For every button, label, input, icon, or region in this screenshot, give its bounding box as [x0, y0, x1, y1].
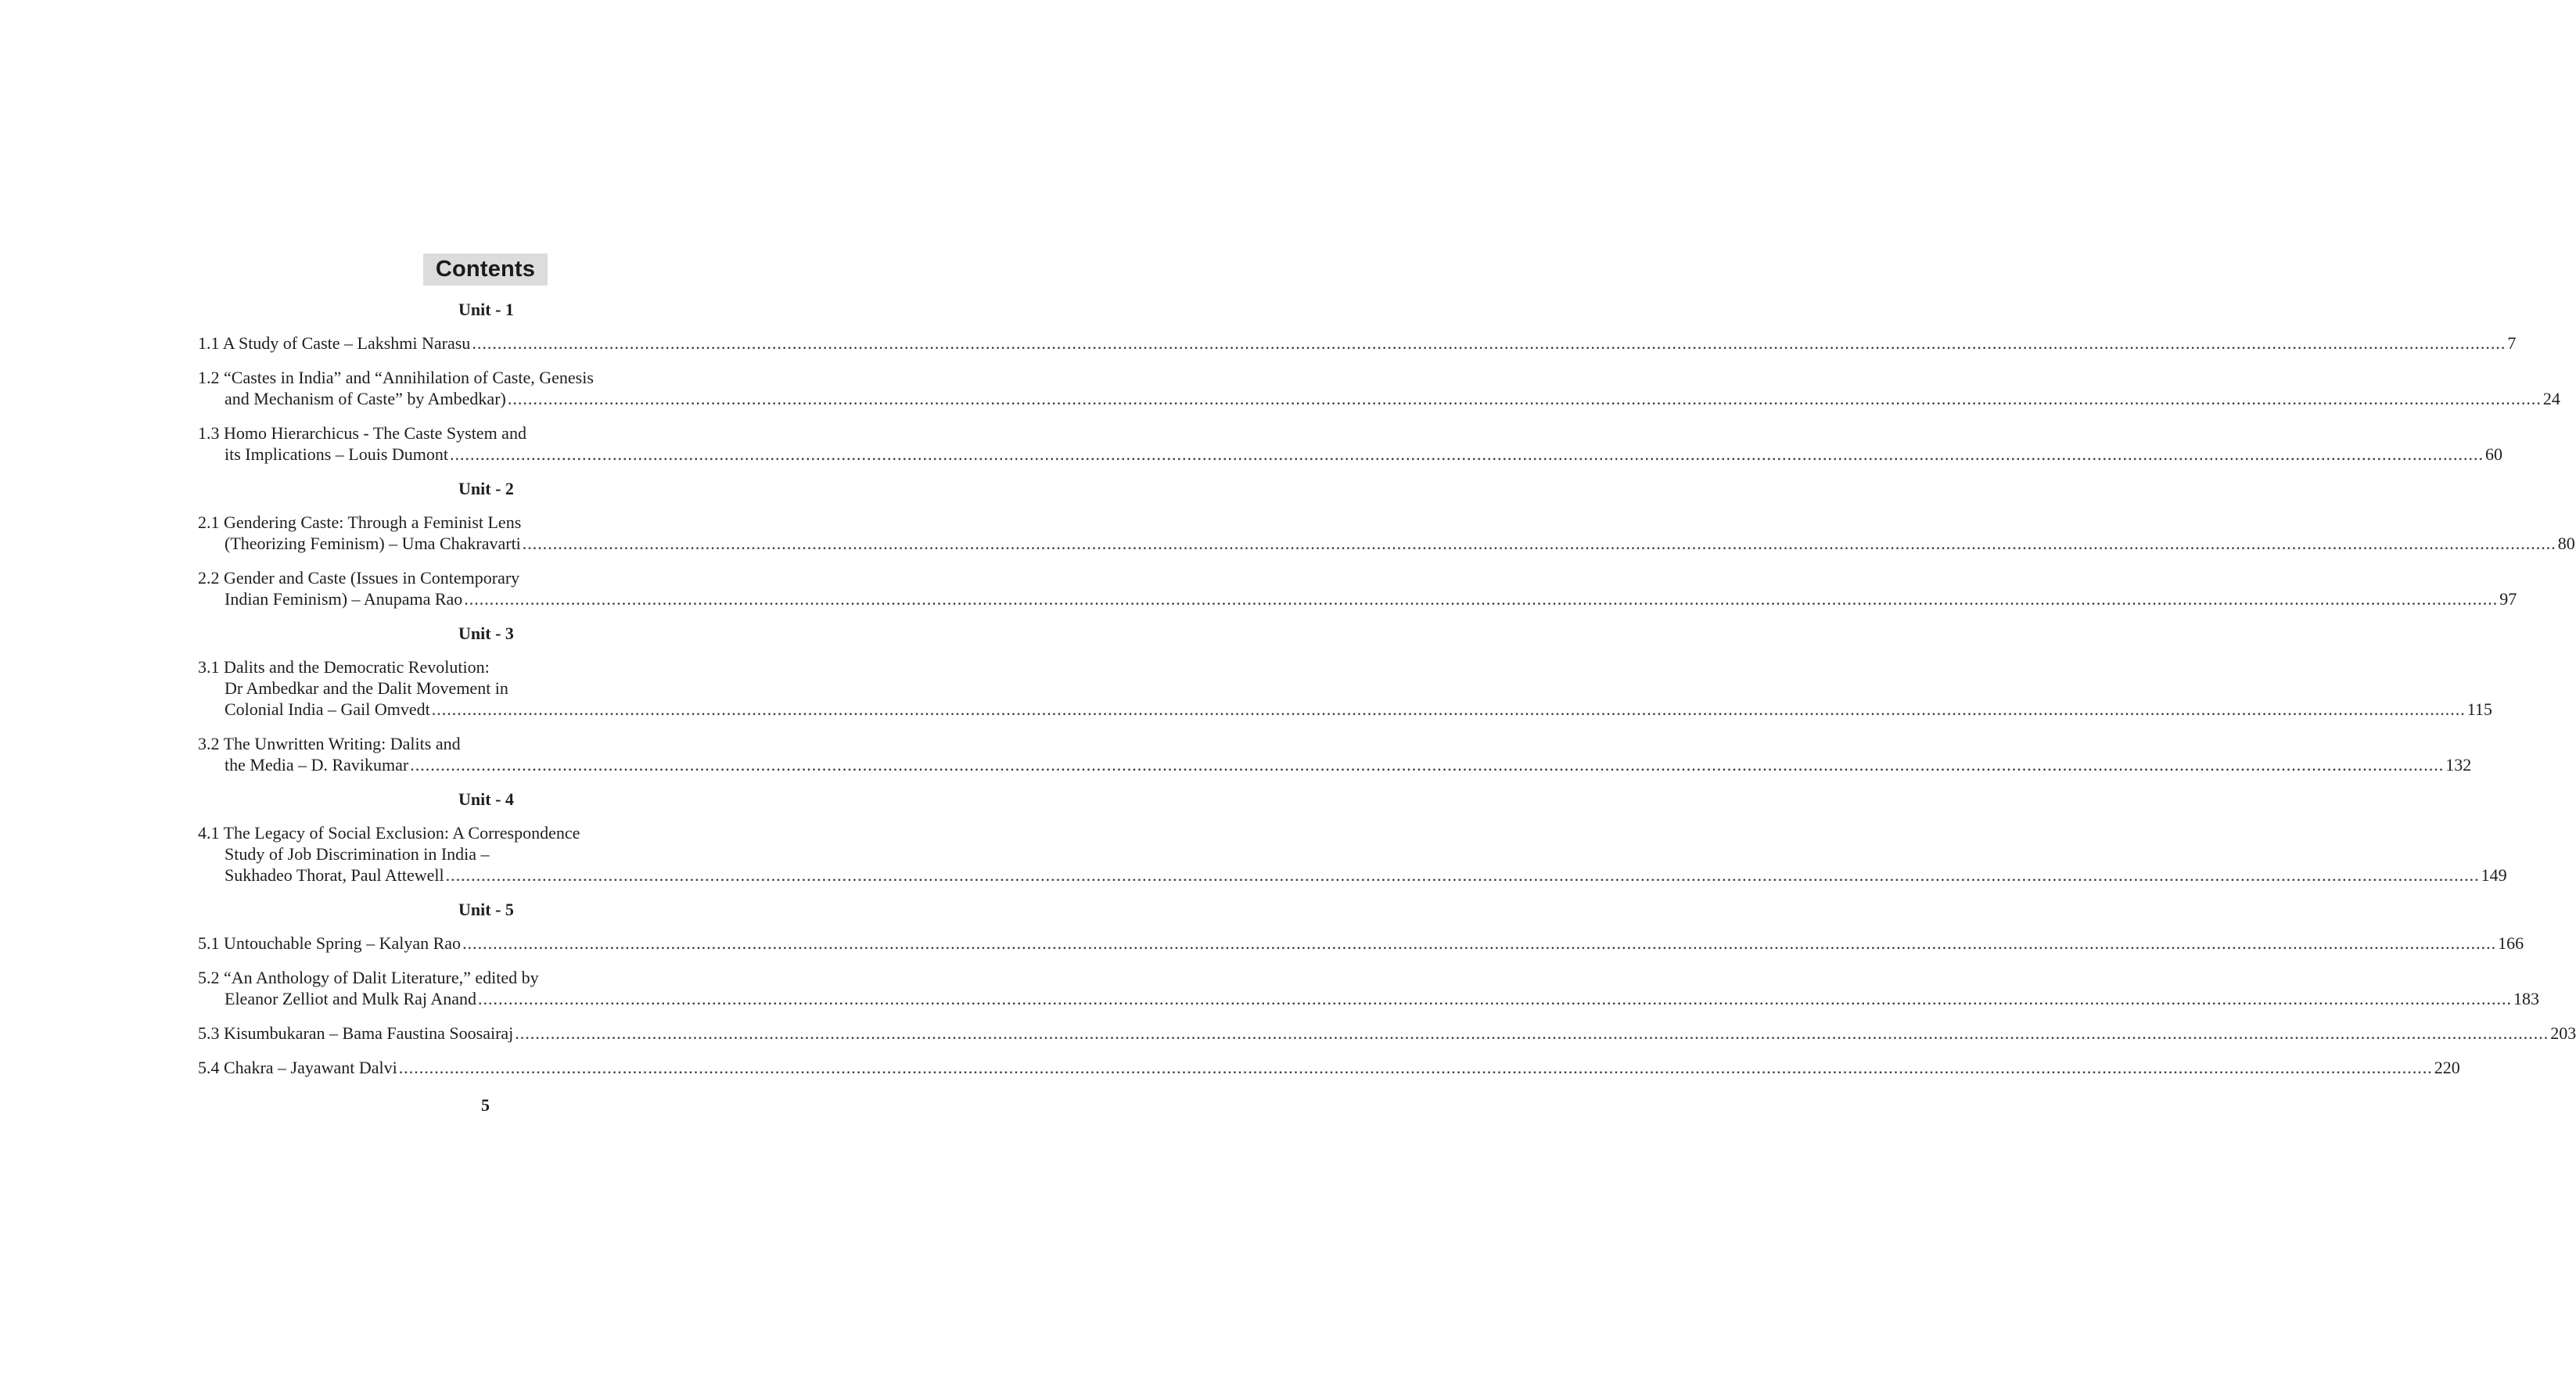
toc-entry-line	[198, 678, 774, 699]
toc-entry-line	[198, 754, 2472, 775]
toc-entry-text: (Theorizing Feminism) – Uma Chakravarti	[225, 534, 521, 553]
toc-entry-text: 2.1 Gendering Caste: Through a Feminist Lens	[198, 512, 522, 532]
dot-leader: ................................................................................................................................................................................................................................................................................................................................................................................................................	[445, 865, 2480, 885]
toc-entry-text: 1.3 Homo Hierarchicus - The Caste System and	[198, 423, 526, 443]
toc-entry-text: 5.3 Kisumbukaran – Bama Faustina Soosairaj	[198, 1023, 514, 1043]
dot-leader: ................................................................................................................................................................................................................................................................................................................................................................................................................	[472, 333, 2506, 353]
toc-entry-text: Eleanor Zelliot and Mulk Raj Anand	[225, 989, 476, 1008]
toc-page-number: 203	[2550, 1023, 2576, 1043]
toc-entry-line	[198, 933, 2524, 954]
toc-entry-text: 3.1 Dalits and the Democratic Revolution:	[198, 657, 490, 677]
toc-entry-line	[198, 588, 2517, 609]
dot-leader: ................................................................................................................................................................................................................................................................................................................................................................................................................	[522, 534, 2556, 553]
toc-entry	[198, 656, 2492, 720]
toc-entry-line	[198, 533, 2575, 554]
toc-entry	[198, 733, 2472, 775]
toc-entry-line	[198, 843, 774, 864]
unit-heading: Unit - 5	[458, 900, 514, 919]
toc-page-number: 97	[2499, 589, 2517, 609]
toc-entry-text: 1.1 A Study of Caste – Lakshmi Narasu	[198, 333, 471, 353]
toc-entry	[198, 933, 2524, 954]
toc-entry	[198, 367, 2560, 409]
toc-page-number: 183	[2513, 989, 2539, 1008]
toc-entry	[198, 332, 2517, 354]
toc-entry-line	[198, 822, 774, 843]
dot-leader: ................................................................................................................................................................................................................................................................................................................................................................................................................	[398, 1058, 2433, 1077]
toc-entry	[198, 567, 2517, 609]
toc-entry-text: Colonial India – Gail Omvedt	[225, 699, 430, 719]
dot-leader: ................................................................................................................................................................................................................................................................................................................................................................................................................	[464, 589, 2499, 609]
dot-leader: ................................................................................................................................................................................................................................................................................................................................................................................................................	[462, 933, 2497, 953]
table-of-contents	[198, 299, 2576, 1091]
toc-entry-text: 3.2 The Unwritten Writing: Dalits and	[198, 734, 461, 753]
toc-entry-text: 5.1 Untouchable Spring – Kalyan Rao	[198, 933, 462, 953]
unit-heading: Unit - 1	[458, 300, 514, 319]
unit-heading: Unit - 3	[458, 624, 514, 643]
toc-entry-text: its Implications – Louis Dumont	[225, 444, 448, 464]
dot-leader: ................................................................................................................................................................................................................................................................................................................................................................................................................	[507, 389, 2542, 408]
toc-entry-line	[198, 444, 2502, 465]
toc-entry-text: Sukhadeo Thorat, Paul Attewell	[225, 865, 444, 885]
toc-page-number: 7	[2507, 333, 2517, 353]
dot-leader: ................................................................................................................................................................................................................................................................................................................................................................................................................	[478, 989, 2512, 1008]
dot-leader: ................................................................................................................................................................................................................................................................................................................................................................................................................	[431, 699, 2466, 719]
unit-heading: Unit - 2	[458, 479, 514, 498]
toc-entry-text: 2.2 Gender and Caste (Issues in Contemporary	[198, 568, 520, 588]
toc-page-number: 149	[2481, 865, 2507, 885]
toc-entry-text: Indian Feminism) – Anupama Rao	[225, 589, 463, 609]
dot-leader: ................................................................................................................................................................................................................................................................................................................................................................................................................	[450, 444, 2484, 464]
toc-entry	[198, 512, 2575, 554]
toc-entry-line	[198, 699, 2492, 720]
toc-entry-line	[198, 367, 774, 388]
dot-leader: ................................................................................................................................................................................................................................................................................................................................................................................................................	[410, 755, 2445, 775]
title-container	[0, 253, 971, 286]
toc-entry-line	[198, 512, 774, 533]
toc-page-number: 80	[2557, 534, 2575, 553]
toc-entry	[198, 422, 2502, 465]
toc-entry	[198, 822, 2507, 886]
toc-entry-line	[198, 567, 774, 588]
toc-entry-text: and Mechanism of Caste” by Ambedkar)	[225, 389, 506, 408]
toc-entry-line	[198, 388, 2560, 409]
toc-page-number: 132	[2445, 755, 2472, 775]
toc-page-number: 60	[2485, 444, 2502, 464]
toc-entry	[198, 1023, 2576, 1044]
toc-entry-line	[198, 988, 2539, 1009]
toc-page-number: 166	[2498, 933, 2524, 953]
page-number: 5	[481, 1095, 490, 1115]
toc-entry-text: 5.4 Chakra – Jayawant Dalvi	[198, 1058, 397, 1077]
toc-entry-line	[198, 1057, 2460, 1078]
toc-entry-line	[198, 733, 774, 754]
toc-page-number: 24	[2542, 389, 2560, 408]
toc-entry-line	[198, 967, 774, 988]
toc-entry	[198, 1057, 2460, 1078]
toc-entry-text: 4.1 The Legacy of Social Exclusion: A Correspondence	[198, 823, 580, 843]
toc-entry	[198, 967, 2539, 1009]
toc-entry-text: 5.2 “An Anthology of Dalit Literature,” edited by	[198, 968, 539, 987]
toc-page-number: 115	[2466, 699, 2492, 719]
toc-entry-line	[198, 422, 774, 444]
toc-entry-text: Study of Job Discrimination in India –	[225, 844, 490, 864]
toc-entry-text: Dr Ambedkar and the Dalit Movement in	[225, 678, 508, 698]
toc-entry-line	[198, 332, 2517, 354]
toc-entry-text: the Media – D. Ravikumar	[225, 755, 409, 775]
toc-entry-line	[198, 864, 2507, 886]
toc-entry-text: 1.2 “Castes in India” and “Annihilation of Caste, Genesis	[198, 368, 594, 387]
unit-heading: Unit - 4	[458, 789, 514, 809]
dot-leader: ................................................................................................................................................................................................................................................................................................................................................................................................................	[515, 1023, 2549, 1043]
page-title: Contents	[423, 253, 548, 286]
toc-entry-line	[198, 1023, 2576, 1044]
toc-entry-line	[198, 656, 774, 678]
toc-page-number: 220	[2434, 1058, 2460, 1077]
